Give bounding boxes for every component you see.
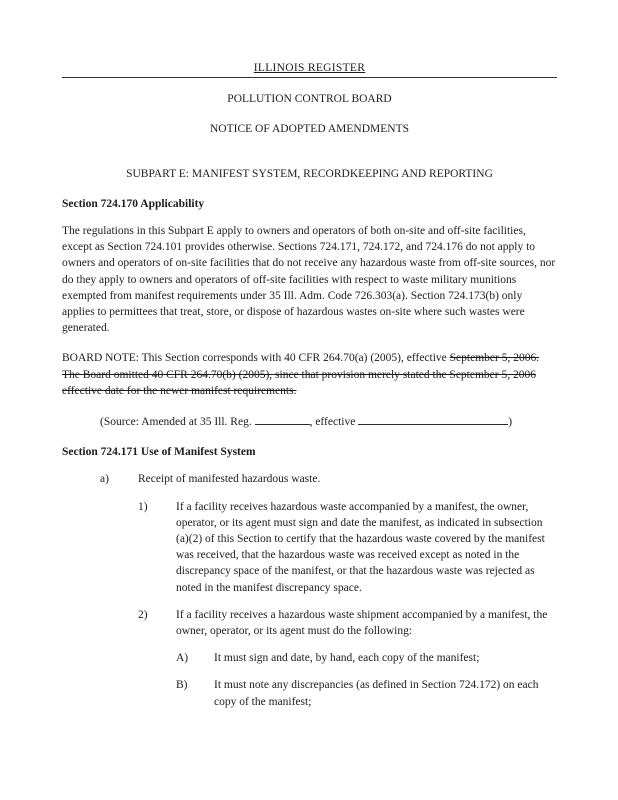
list-item-a-label: a) [100,473,109,486]
header-title: ILLINOIS REGISTER [253,62,366,74]
section-171-heading: Section 724.171 Use of Manifest System [62,446,256,459]
list-item-2A-text: It must sign and date, by hand, each copy of the manifest; [214,652,480,665]
organization-title: POLLUTION CONTROL BOARD [227,93,392,106]
source-suffix: ) [508,416,513,429]
board-note [62,350,557,399]
source-blank-register-number [255,414,310,425]
section-170-body: The regulations in this Subpart E apply to owners and operators of both on-site and off-site facilities, except as Section 724.101 provides otherwise. Sections 724.171, 724.172, and 724.176 do not apply to owners and operators of on-site facilities that do not receive any hazardous waste from off-site sources, nor do they apply to owners and operators of off-site facilities with respect to waste military munitions exempted from manifest requirements under 35 Ill. Adm. Code 726.303(a). Section 724.173(b) only applies to permittees that treat, store, or dispose of hazardous wastes on-site where such wastes were generated. [62,225,556,335]
list-item-a-text: Receipt of manifested hazardous waste. [138,473,321,486]
source-line [62,414,557,430]
list-item-2A-label: A) [176,652,189,665]
section-170-heading: Section 724.170 Applicability [62,197,205,210]
list-item-2-text: If a facility receives a hazardous waste shipment accompanied by a manifest, the owner, operator, or its agent must do the following: [176,608,548,638]
list-item-2B-label: B) [176,679,188,692]
list-item-2-label: 2) [138,608,148,621]
list-item-2 [138,607,557,639]
list-item-2B-text: It must note any discrepancies (as defined in Section 724.172) on each copy of the manifest; [214,679,539,708]
subpart-heading: SUBPART E: MANIFEST SYSTEM, RECORDKEEPING AND REPORTING [126,167,493,180]
board-note-normal-text: BOARD NOTE: This Section corresponds with 40 CFR 264.70(a) (2005), effective [62,352,450,365]
list-item-2A [176,650,557,666]
list-item-1-text: If a facility receives hazardous waste accompanied by a manifest, the owner, operator, or its agent must sign and date the manifest, as indicated in subsection (a)(2) of this Section to certify that the hazardous waste covered by the manifest was received, that the hazardous waste was received except as noted in the discrepancy space of the manifest, or that the hazardous waste was rejected as noted in the manifest discrepancy space. [176,500,545,594]
list-item-2B [176,677,557,709]
list-item-1-label: 1) [138,500,148,513]
list-item-1 [138,499,557,596]
board-note-struck-text: September 5, 2006. The Board omitted 40 CFR 264.70(b) (2005), since that provision merely stated the September 5, 2006 effective date for the newer manifest requirements. [62,352,540,397]
page-header [62,60,557,78]
source-middle: , effective [309,416,359,429]
source-prefix: (Source: Amended at 35 Ill. Reg. [100,416,255,429]
list-item-a [100,471,557,487]
notice-title: NOTICE OF ADOPTED AMENDMENTS [209,123,410,136]
source-blank-effective-date [358,414,508,425]
